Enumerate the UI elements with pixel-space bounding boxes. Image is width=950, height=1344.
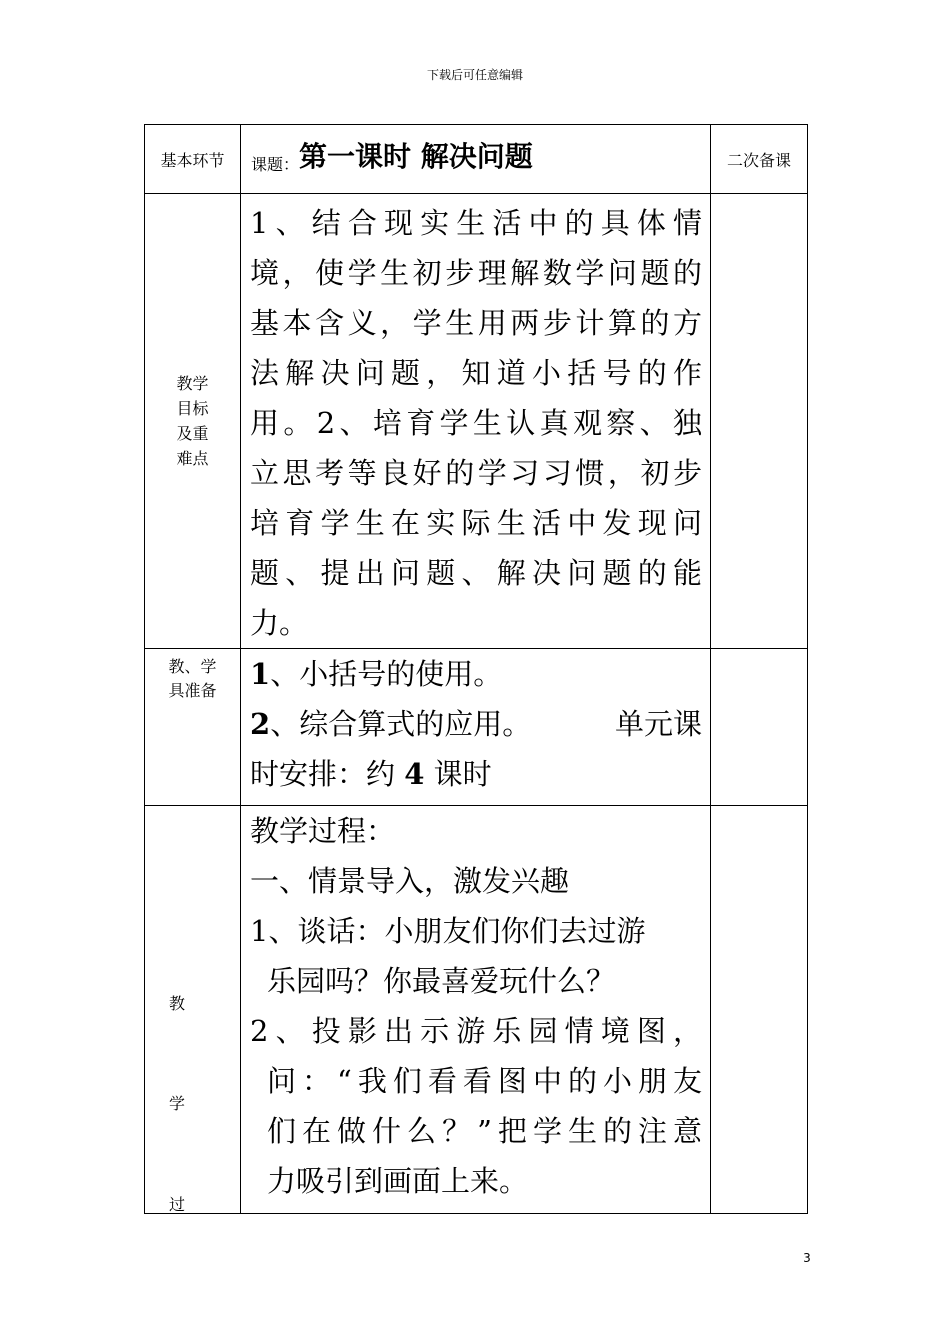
preparation-notes: [711, 649, 808, 806]
objective-line: 立思考等良好的学习习惯，初步: [250, 456, 702, 490]
lesson-plan-table: [144, 124, 808, 1214]
basic-section-header: 基本环节: [145, 125, 241, 194]
process-line: 1、谈话：小朋友们你们去过游: [250, 914, 646, 948]
table-header-row: [145, 125, 808, 194]
process-label: 教 学 过: [145, 806, 241, 1214]
process-line: 力吸引到画面上来。: [267, 1164, 529, 1198]
process-line: 2、投影出示游乐园情境图，: [250, 1014, 702, 1048]
objective-line: 力。: [250, 606, 309, 640]
second-preparation-header: 二次备课: [711, 125, 808, 194]
preparation-line: 1、小括号的使用。: [250, 657, 503, 691]
page-number: 3: [803, 1251, 811, 1265]
process-line: 们在做什么？”把学生的注意: [267, 1114, 702, 1148]
process-line: 教学过程：: [250, 814, 396, 848]
objective-line: 用。2、培育学生认真观察、独: [250, 406, 702, 440]
process-row: [145, 806, 808, 1214]
objectives-label: 教学 目标 及重 难点: [145, 194, 241, 649]
objective-line: 培育学生在实际生活中发现问: [250, 506, 702, 540]
preparation-line: 时安排：约 4 课时: [250, 757, 492, 791]
objective-line: 境，使学生初步理解数学问题的: [250, 256, 702, 290]
preparation-label: 教、学 具准备: [145, 649, 241, 806]
process-line: 问：“我们看看图中的小朋友: [267, 1064, 702, 1098]
objectives-notes: [711, 194, 808, 649]
topic-label: 课题：: [251, 155, 300, 174]
process-line: 一、情景导入，激发兴趣: [250, 864, 570, 898]
process-content: [241, 806, 711, 1214]
process-notes: [711, 806, 808, 1214]
preparation-content: [241, 649, 711, 806]
topic-cell: [241, 125, 711, 194]
objectives-content: [241, 194, 711, 649]
objective-line: 题、提出问题、解决问题的能: [250, 556, 702, 590]
objectives-row: [145, 194, 808, 649]
process-line: 乐园吗？你最喜爱玩什么？: [267, 964, 616, 998]
objective-line: 1、结合现实生活中的具体情: [250, 206, 702, 240]
objective-line: 基本含义，学生用两步计算的方: [250, 306, 702, 340]
preparation-line: 2、综合算式的应用。 单元课: [250, 707, 702, 741]
page-header: 下载后可任意编辑: [426, 68, 523, 82]
preparation-row: [145, 649, 808, 806]
objective-line: 法解决问题，知道小括号的作: [250, 356, 702, 390]
topic-title: 第一课时 解决问题: [299, 140, 533, 173]
